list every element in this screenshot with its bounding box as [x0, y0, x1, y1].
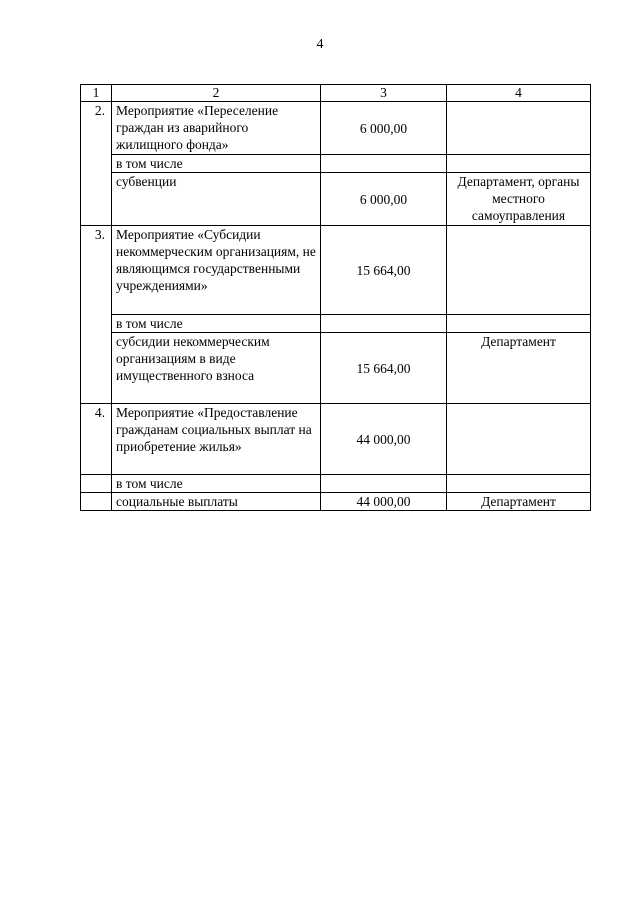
row-responsible — [447, 226, 591, 315]
header-col-4: 4 — [447, 85, 591, 102]
header-col-3: 3 — [321, 85, 447, 102]
row-amount: 44 000,00 — [321, 404, 447, 475]
table-row — [81, 493, 591, 511]
row-name: в том числе — [112, 315, 321, 333]
row-amount — [321, 475, 447, 493]
row-name: субвенции — [112, 173, 321, 226]
row-number — [81, 493, 112, 511]
row-amount: 15 664,00 — [321, 333, 447, 404]
row-name: Мероприятие «Предоставление гражданам социальных выплат на приобретение жилья» — [112, 404, 321, 475]
row-number: 2. — [81, 102, 112, 226]
row-amount: 6 000,00 — [321, 102, 447, 155]
header-col-1: 1 — [81, 85, 112, 102]
page-number: 4 — [316, 37, 324, 52]
row-responsible — [447, 155, 591, 173]
table-row — [81, 333, 591, 404]
row-number: 3. — [81, 226, 112, 404]
row-responsible — [447, 404, 591, 475]
row-amount — [321, 315, 447, 333]
row-amount: 6 000,00 — [321, 173, 447, 226]
row-name: социальные выплаты — [112, 493, 321, 511]
row-responsible: Департамент, органы местного самоуправления — [447, 173, 591, 226]
row-name: Мероприятие «Переселение граждан из аварийного жилищного фонда» — [112, 102, 321, 155]
table-row — [81, 226, 591, 315]
row-name: субсидии некоммерческим организациям в виде имущественного взноса — [112, 333, 321, 404]
row-responsible — [447, 102, 591, 155]
row-responsible — [447, 315, 591, 333]
row-responsible: Департамент — [447, 333, 591, 404]
table-row — [81, 173, 591, 226]
row-number — [81, 475, 112, 493]
header-col-2: 2 — [112, 85, 321, 102]
row-amount — [321, 155, 447, 173]
row-amount: 15 664,00 — [321, 226, 447, 315]
row-responsible: Департамент — [447, 493, 591, 511]
table-row — [81, 155, 591, 173]
table-row — [81, 102, 591, 155]
row-name: в том числе — [112, 155, 321, 173]
table-header-row — [81, 85, 591, 102]
table-row — [81, 475, 591, 493]
row-number: 4. — [81, 404, 112, 475]
row-amount: 44 000,00 — [321, 493, 447, 511]
row-name: в том числе — [112, 475, 321, 493]
program-table — [80, 84, 591, 511]
table-row — [81, 404, 591, 475]
table-row — [81, 315, 591, 333]
row-responsible — [447, 475, 591, 493]
row-name: Мероприятие «Субсидии некоммерческим организациям, не являющимся государственными учреждениями» — [112, 226, 321, 315]
